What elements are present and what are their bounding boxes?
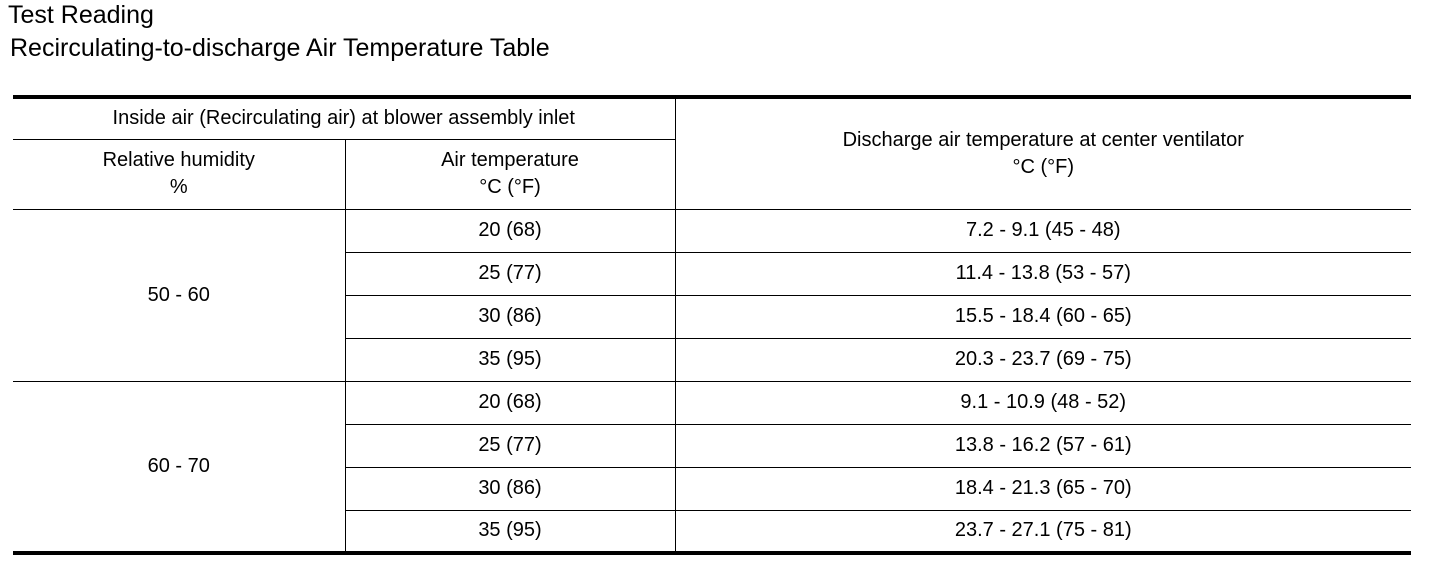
humidity-range-cell: 50 - 60 — [13, 209, 345, 381]
table-row — [13, 381, 1411, 424]
discharge-header-unit: °C (°F) — [1012, 155, 1075, 178]
page-title: Test Reading — [8, 1, 154, 29]
discharge-temp-cell: 7.2 - 9.1 (45 - 48) — [675, 209, 1411, 252]
discharge-temp-cell: 9.1 - 10.9 (48 - 52) — [675, 381, 1411, 424]
humidity-header-label: Relative humidity — [102, 149, 255, 171]
discharge-temp-cell: 20.3 - 23.7 (69 - 75) — [675, 338, 1411, 381]
discharge-temp-cell: 23.7 - 27.1 (75 - 81) — [675, 510, 1411, 553]
table-title: Recirculating-to-discharge Air Temperature Table — [10, 34, 550, 62]
temperature-table — [13, 95, 1411, 555]
air-temp-cell: 35 (95) — [345, 510, 675, 553]
discharge-header-label: Discharge air temperature at center ventilator — [842, 128, 1244, 151]
inside-air-group-header: Inside air (Recirculating air) at blower assembly inlet — [13, 97, 675, 139]
air-temp-cell: 35 (95) — [345, 338, 675, 381]
discharge-temp-cell: 11.4 - 13.8 (53 - 57) — [675, 252, 1411, 295]
relative-humidity-header — [13, 139, 345, 209]
air-temp-header-label: Air temperature — [441, 149, 579, 171]
air-temp-cell: 20 (68) — [345, 209, 675, 252]
humidity-header-unit: % — [169, 176, 188, 198]
air-temp-cell: 20 (68) — [345, 381, 675, 424]
table-row — [13, 209, 1411, 252]
humidity-range-cell: 60 - 70 — [13, 381, 345, 553]
discharge-temp-cell: 15.5 - 18.4 (60 - 65) — [675, 295, 1411, 338]
air-temp-cell: 30 (86) — [345, 295, 675, 338]
air-temp-cell: 25 (77) — [345, 252, 675, 295]
discharge-air-header — [675, 97, 1411, 209]
discharge-temp-cell: 18.4 - 21.3 (65 - 70) — [675, 467, 1411, 510]
air-temp-cell: 30 (86) — [345, 467, 675, 510]
discharge-temp-cell: 13.8 - 16.2 (57 - 61) — [675, 424, 1411, 467]
air-temperature-header — [345, 139, 675, 209]
air-temp-header-unit: °C (°F) — [479, 176, 541, 198]
air-temp-cell: 25 (77) — [345, 424, 675, 467]
